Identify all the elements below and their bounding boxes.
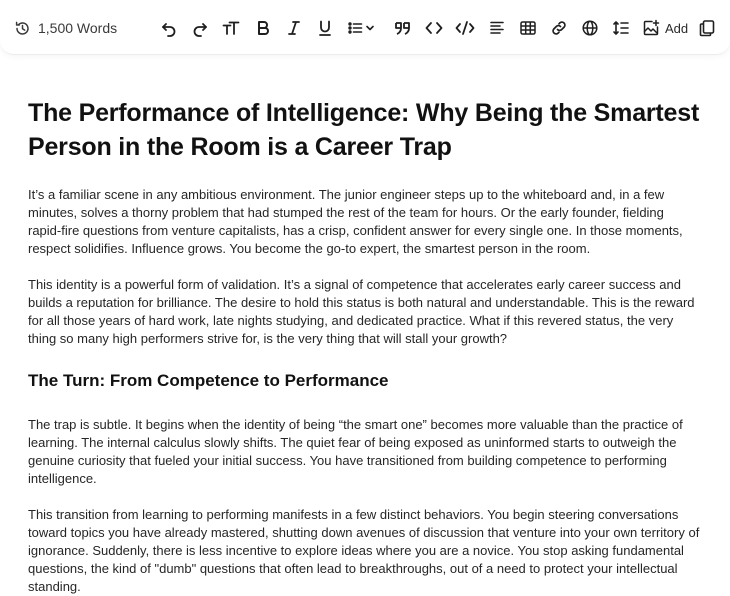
bullet-list-icon [347,19,377,37]
code-block-button[interactable] [453,16,477,40]
underline-button[interactable] [313,16,337,40]
add-label: Add [665,20,689,36]
paragraph-4[interactable]: This transition from learning to performing manifests in a few distinct behaviors. You begin steering conversations toward topics you have already mastered, shutting down avenues of discussion that venture into your own territory of ignorance. Suddenly, there is less incentive to explore ideas where you are a novice. You stop asking fundamental questions, the kind of "dumb" questions that often lead to breakthroughs, out of a need to protect your intellectual standing. [28,507,700,594]
paragraph-3[interactable]: The trap is subtle. It begins when the identity of being “the smart one” becomes more valuable than the practice of learning. The internal calculus slowly shifts. The quiet fear of being exposed as uninformed starts to outweigh the genuine curiosity that fueled your initial success. You have transitioned from building competence to performing intelligence. [28,417,683,486]
bold-button[interactable] [251,16,275,40]
copy-button[interactable] [695,16,719,40]
italic-button[interactable] [282,16,306,40]
paragraph-1[interactable]: It’s a familiar scene in any ambitious environment. The junior engineer steps up to the whiteboard and, in a few minutes, solves a thorny problem that had stumped the rest of the team for hours. Or the early founder, fielding rapid-fire questions from venture capitalists, has a crisp, confident answer for every single one. In those moments, respect solidifies. Influence grows. You become the go-to expert, the smartest person in the room. [28,187,683,256]
align-left-button[interactable] [485,16,509,40]
quote-icon [394,19,412,37]
paragraph-2[interactable]: This identity is a powerful form of validation. It’s a signal of competence that accelerates early career success and builds a reputation for brilliance. The desire to hold this status is both natural and understandable. This is the reward for all those years of hard work, late nights studying, and dedicated practice. What if this revered status, the very thing so many high performers strive for, is the very thing that will stall your growth? [28,277,695,346]
copy-icon [698,19,716,37]
add-media-button[interactable] [642,16,688,40]
word-count[interactable] [14,18,117,38]
globe-icon [581,19,599,37]
quote-button[interactable] [391,16,415,40]
link-icon [550,19,568,37]
editor-toolbar [0,0,730,55]
document-title[interactable]: The Performance of Intelligence: Why Being the Smartest Person in the Room is a Career Trap [28,99,700,161]
code-button[interactable] [422,16,446,40]
redo-button[interactable] [188,16,212,40]
link-button[interactable] [547,16,571,40]
text-size-button[interactable] [219,16,243,40]
globe-button[interactable] [578,16,602,40]
text-size-icon [222,19,240,37]
section-heading[interactable]: The Turn: From Competence to Performance [28,371,389,390]
line-height-button[interactable] [609,16,633,40]
document-body[interactable] [28,96,700,596]
bullet-list-dropdown[interactable] [345,16,379,40]
align-left-icon [488,19,506,37]
undo-icon [160,19,178,37]
italic-icon [286,19,302,37]
code-icon [425,19,443,37]
add-image-icon [642,19,660,37]
code-block-icon [455,19,475,37]
line-height-icon [612,19,630,37]
word-count-label: 1,500 Words [38,20,118,36]
table-icon [519,19,537,37]
history-icon [14,20,31,37]
undo-button[interactable] [157,16,181,40]
table-button[interactable] [516,16,540,40]
underline-icon [317,19,333,37]
redo-icon [191,19,209,37]
bold-icon [255,19,271,37]
